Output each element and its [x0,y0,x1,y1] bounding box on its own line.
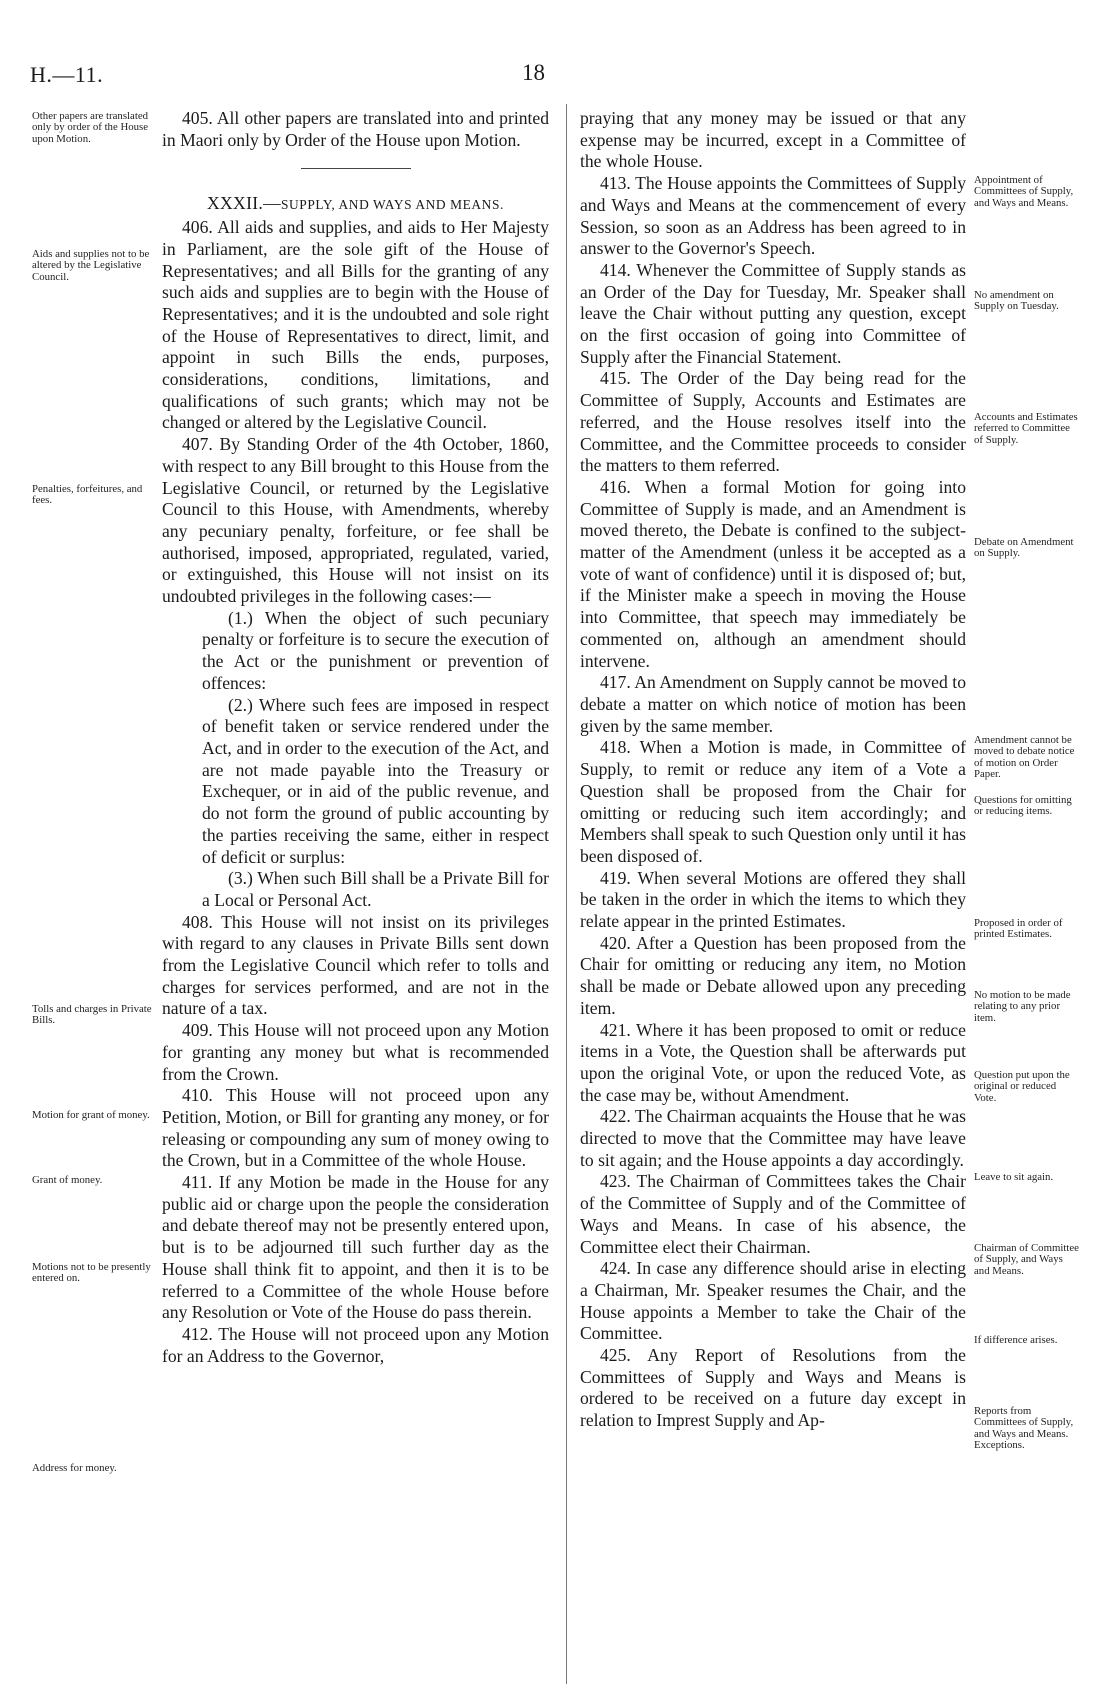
margin-note-424: If difference arises. [974,1334,1058,1346]
page-number: 18 [522,60,545,85]
paragraph-413: 413. The House appoints the Committees of Supply and Ways and Means at the commencement of every Session, so soon as an Address has been agreed to in answer to the Governor's Speech. [580,173,966,259]
section-heading-title: SUPPLY, AND WAYS AND MEANS. [280,197,504,213]
column-divider [566,104,567,1684]
margin-note-418: Questions for omitting or reducing items. [974,794,1072,818]
margin-note-414: No amendment on Supply on Tuesday. [974,289,1059,313]
paragraph-415: 415. The Order of the Day being read for the Committee of Supply, Accounts and Estimates are referred, and the House resolves itself into the Committee, and the Committee proceeds to consider the matters to them referred. [580,368,966,476]
paragraph-412-continued: praying that any money may be issued or that any expense may be incurred, except in a Committee of the whole House. [580,108,966,172]
paragraph-416: 416. When a formal Motion for going into Committee of Supply is made, and an Amendment is moved thereto, the Debate is confined to the subject-matter of the Amendment (unless it be accepted as a vote of want of confidence) until it is disposed of; but, if the Minister make a speech in moving the House into Committee, that speech may immediately be commented on, although an amendment should intervene. [580,476,966,671]
paragraph-407-3: (3.) When such Bill shall be a Private Bill for a Local or Personal Act. [202,868,549,910]
paper-reference: H.—11. [30,62,104,87]
margin-note-423: Chairman of Committee of Supply, and Ways and Means. [974,1242,1079,1277]
section-rule [301,168,411,169]
paragraph-407-2: (2.) Where such fees are imposed in respect of benefit taken or service rendered under the Act, and in order to the execution of the Act, and are not made payable into the Treasury or Exchequer, or in aid of the public revenue, and do not form the ground of public accounting by the parties receiving the same, either in respect of deficit or surplus: [202,694,549,867]
margin-note-409: Motion for grant of money. [32,1109,150,1121]
margin-note-422: Leave to sit again. [974,1171,1054,1183]
paragraph-407-1: (1.) When the object of such pecuniary penalty or forfeiture is to secure the execution of the Act or the punishment or prevention of offences: [202,607,549,693]
margin-note-425: Reports from Committees of Supply, and Ways and Means. Exceptions. [974,1405,1074,1452]
margin-note-408: Tolls and charges in Private Bills. [32,1003,152,1027]
paragraph-420: 420. After a Question has been proposed from the Chair for omitting or reducing any item, no Motion shall be made or Debate allowed upon any preceding item. [580,932,966,1018]
margin-note-406: Aids and supplies not to be altered by the Legislative Council. [32,248,150,283]
paragraph-419: 419. When several Motions are offered they shall be taken in the order in which the items to which they relate appear in the printed Estimates. [580,867,966,932]
paragraph-408: 408. This House will not insist on its privileges with regard to any clauses in Private Bills sent down from the Legislative Council which refer to tolls and charges for services performed, and are not in the nature of a tax. [162,911,549,1019]
paragraph-410: 410. This House will not proceed upon any Petition, Motion, or Bill for granting any money, or for releasing or compounding any sum of money owing to the Crown, but in a Committee of the whole House. [162,1085,549,1171]
paragraph-418: 418. When a Motion is made, in Committee of Supply, to remit or reduce any item of a Vote a Question shall be proposed from the Chair for omitting or reducing such item accordingly; and Members shall speak to such Question only until it has been disposed of. [580,737,966,866]
paragraph-414: 414. Whenever the Committee of Supply stands as an Order of the Day for Tuesday, Mr. Speaker shall leave the Chair without putting any question, except on the first occasion of going into Committee of Supply after the Financial Statement. [580,259,966,367]
paragraph-409: 409. This House will not proceed upon any Motion for granting any money but what is recommended from the Crown. [162,1020,549,1084]
right-column [580,108,966,1432]
paragraph-424: 424. In case any difference should arise in electing a Chairman, Mr. Speaker resumes the Chair, and the House appoints a Member to take the Chair of the Committee. [580,1258,966,1344]
section-heading-number: XXXII.— [207,193,281,214]
margin-note-412: Address for money. [32,1462,117,1474]
margin-note-411: Motions not to be presently entered on. [32,1261,151,1285]
paragraph-425: 425. Any Report of Resolutions from the Committees of Supply and Ways and Means is ordered to be received on a future day except in relation to Imprest Supply and Ap- [580,1345,966,1431]
margin-note-416: Debate on Amendment on Supply. [974,536,1074,560]
paragraph-407: 407. By Standing Order of the 4th October, 1860, with respect to any Bill brought to this House from the Legislative Council, or returned by the Legislative Council to this House, with Amendments, whereby any pecuniary penalty, forfeiture, or fee shall be authorised, imposed, appropriated, regulated, varied, or extinguished, this House will not insist on its undoubted privileges in the following cases:— [162,434,549,607]
section-heading [162,193,549,216]
paragraph-406: 406. All aids and supplies, and aids to Her Majesty in Parliament, are the sole gift of the House of Representatives; and all Bills for the granting of any such aids and supplies are to begin with the House of Representatives; and it is the undoubted and sole right of the House of Representatives to direct, limit, and appoint in such Bills the ends, purposes, considerations, conditions, limitations, and qualifications of such grants; which may not be changed or altered by the Legislative Council. [162,217,549,433]
margin-note-420: No motion to be made relating to any prior item. [974,989,1071,1024]
margin-note-421: Question put upon the original or reduced Vote. [974,1069,1070,1104]
paragraph-421: 421. Where it has been proposed to omit or reduce items in a Vote, the Question shall be afterwards put upon the original Vote, or upon the reduced Vote, as the case may be, without Amendment. [580,1019,966,1105]
left-column [162,108,549,1367]
paragraph-422: 422. The Chairman acquaints the House that he was directed to move that the Committee may have leave to sit again; and the House appoints a day accordingly. [580,1106,966,1170]
paragraph-423: 423. The Chairman of Committees takes the Chair of the Committee of Supply and of the Committee of Ways and Means. In case of his absence, the Committee elect their Chairman. [580,1171,966,1257]
margin-note-405: Other papers are translated only by order of the House upon Motion. [32,110,149,145]
margin-note-410: Grant of money. [32,1174,103,1186]
margin-note-413: Appointment of Committees of Supply, and Ways and Means. [974,174,1074,209]
margin-note-419: Proposed in order of printed Estimates. [974,917,1063,941]
margin-note-407: Penalties, forfeitures, and fees. [32,483,143,507]
margin-note-415: Accounts and Estimates referred to Committee of Supply. [974,411,1078,446]
paragraph-417: 417. An Amendment on Supply cannot be moved to debate a matter on which notice of motion has been given by the same member. [580,672,966,736]
paragraph-411: 411. If any Motion be made in the House for any public aid or charge upon the people the consideration and debate thereof may not be presently entered upon, but is to be adjourned till such further day as the House shall think fit to appoint, and then it is to be referred to a Committee of the whole House before any Resolution or Vote of the House do pass therein. [162,1172,549,1323]
paragraph-405: 405. All other papers are translated into and printed in Maori only by Order of the House upon Motion. [162,108,549,150]
paragraph-412: 412. The House will not proceed upon any Motion for an Address to the Governor, [162,1323,549,1366]
margin-note-417: Amendment cannot be moved to debate notice of motion on Order Paper. [974,734,1075,781]
